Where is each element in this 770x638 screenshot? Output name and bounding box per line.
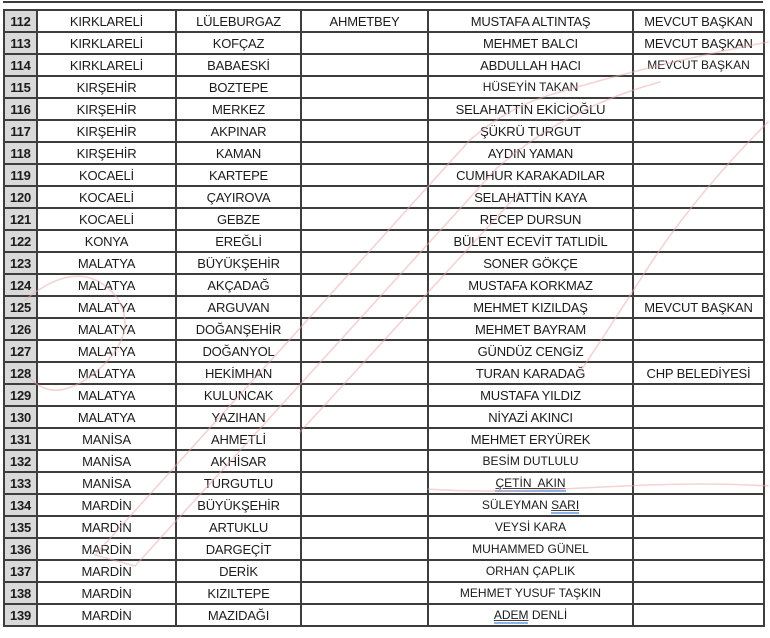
town-cell — [301, 604, 428, 626]
table-row — [4, 472, 764, 494]
table-row — [4, 54, 764, 76]
district-cell: DERİK — [176, 560, 301, 582]
candidate-name: TURAN KARADAĞ — [475, 365, 586, 381]
status-cell — [633, 450, 764, 472]
district-cell: ARTUKLU — [176, 516, 301, 538]
candidates-table-body — [4, 10, 764, 626]
row-number-cell: 135 — [4, 516, 37, 538]
row-number-cell: 125 — [4, 296, 37, 318]
table-row — [4, 450, 764, 472]
table-row — [4, 10, 764, 32]
row-number-cell: 121 — [4, 208, 37, 230]
candidate-cell — [428, 538, 633, 560]
candidate-name: MEHMET BAYRAM — [474, 321, 587, 337]
status-cell — [633, 560, 764, 582]
status-cell — [633, 340, 764, 362]
previous-row-border — [3, 1, 763, 3]
status-cell — [633, 208, 764, 230]
district-cell: AKHİSAR — [176, 450, 301, 472]
province-cell: KIRKLARELİ — [37, 54, 176, 76]
candidate-name: ABDULLAH HACI — [480, 57, 581, 73]
candidate-cell — [428, 230, 633, 252]
district-cell: BABAESKİ — [176, 54, 301, 76]
table-row — [4, 120, 764, 142]
row-number-cell: 134 — [4, 494, 37, 516]
candidate-name: MEHMET KIZILDAŞ — [473, 299, 588, 315]
table-row — [4, 230, 764, 252]
province-cell: MALATYA — [37, 274, 176, 296]
province-cell: KIRKLARELİ — [37, 10, 176, 32]
candidate-name: NİYAZİ AKINCI — [488, 409, 573, 425]
status-cell — [633, 98, 764, 120]
district-cell: DARGEÇİT — [176, 538, 301, 560]
table-row — [4, 208, 764, 230]
district-cell: MERKEZ — [176, 98, 301, 120]
status-cell — [633, 142, 764, 164]
province-cell: MARDİN — [37, 604, 176, 626]
status-cell — [633, 230, 764, 252]
town-cell — [301, 318, 428, 340]
province-cell: KIRŞEHİR — [37, 98, 176, 120]
district-cell: AHMETLİ — [176, 428, 301, 450]
candidate-cell — [428, 274, 633, 296]
candidate-name: HÜSEYİN TAKAN — [482, 80, 579, 94]
town-cell — [301, 32, 428, 54]
candidate-name-spellcheck: ÇETİN AKIN — [495, 476, 566, 490]
district-cell: EREĞLİ — [176, 230, 301, 252]
province-cell: MANİSA — [37, 472, 176, 494]
candidate-cell — [428, 340, 633, 362]
province-cell: KOCAELİ — [37, 208, 176, 230]
row-number-cell: 120 — [4, 186, 37, 208]
district-cell: BOZTEPE — [176, 76, 301, 98]
province-cell: MALATYA — [37, 252, 176, 274]
district-cell: HEKİMHAN — [176, 362, 301, 384]
status-cell — [633, 186, 764, 208]
candidate-name: SONER GÖKÇE — [483, 255, 578, 271]
status-cell — [633, 516, 764, 538]
candidate-name: ŞÜKRÜ TURGUT — [480, 123, 581, 139]
town-cell — [301, 208, 428, 230]
candidate-cell — [428, 98, 633, 120]
town-cell — [301, 516, 428, 538]
candidate-name: BÜLENT ECEVİT TATLIDİL — [453, 233, 608, 249]
town-cell — [301, 428, 428, 450]
province-cell: KOCAELİ — [37, 186, 176, 208]
candidate-cell — [428, 362, 633, 384]
table-row — [4, 604, 764, 626]
candidate-name: MUSTAFA YILDIZ — [480, 387, 581, 403]
candidate-cell — [428, 142, 633, 164]
district-cell: YAZIHAN — [176, 406, 301, 428]
candidate-name: MUHAMMED GÜNEL — [472, 542, 589, 556]
row-number-cell: 129 — [4, 384, 37, 406]
row-number-cell: 133 — [4, 472, 37, 494]
table-row — [4, 76, 764, 98]
status-cell — [633, 472, 764, 494]
status-cell: MEVCUT BAŞKAN — [633, 10, 764, 32]
status-cell — [633, 384, 764, 406]
status-cell — [633, 76, 764, 98]
province-cell: KIRŞEHİR — [37, 76, 176, 98]
candidate-cell — [428, 252, 633, 274]
district-cell: DOĞANŞEHİR — [176, 318, 301, 340]
row-number-cell: 124 — [4, 274, 37, 296]
town-cell — [301, 494, 428, 516]
candidate-name: MUSTAFA KORKMAZ — [468, 277, 593, 293]
candidate-name: MUSTAFA ALTINTAŞ — [470, 13, 591, 29]
candidate-cell — [428, 472, 633, 494]
table-row — [4, 186, 764, 208]
town-cell — [301, 76, 428, 98]
table-row — [4, 428, 764, 450]
candidate-name-spellcheck: SARI — [551, 498, 580, 512]
town-cell — [301, 582, 428, 604]
row-number-cell: 117 — [4, 120, 37, 142]
candidate-cell — [428, 516, 633, 538]
status-cell — [633, 274, 764, 296]
table-row — [4, 582, 764, 604]
table-row — [4, 252, 764, 274]
province-cell: KIRŞEHİR — [37, 120, 176, 142]
town-cell — [301, 450, 428, 472]
province-cell: MALATYA — [37, 384, 176, 406]
town-cell — [301, 362, 428, 384]
table-row — [4, 538, 764, 560]
row-number-cell: 132 — [4, 450, 37, 472]
row-number-cell: 115 — [4, 76, 37, 98]
town-cell — [301, 296, 428, 318]
table-row — [4, 98, 764, 120]
province-cell: MALATYA — [37, 318, 176, 340]
province-cell: MANİSA — [37, 428, 176, 450]
candidate-name: VEYSİ KARA — [494, 520, 567, 534]
candidate-cell — [428, 76, 633, 98]
district-cell: GEBZE — [176, 208, 301, 230]
province-cell: MALATYA — [37, 340, 176, 362]
town-cell — [301, 274, 428, 296]
district-cell: KIZILTEPE — [176, 582, 301, 604]
table-row — [4, 32, 764, 54]
province-cell: MARDİN — [37, 494, 176, 516]
province-cell: KIRŞEHİR — [37, 142, 176, 164]
row-number-cell: 123 — [4, 252, 37, 274]
district-cell: KULUNCAK — [176, 384, 301, 406]
candidate-name: SELAHATTİN KAYA — [474, 189, 587, 205]
province-cell: MALATYA — [37, 362, 176, 384]
status-cell — [633, 604, 764, 626]
province-cell: MALATYA — [37, 406, 176, 428]
town-cell — [301, 164, 428, 186]
candidate-name: MEHMET YUSUF TAŞKIN — [459, 586, 602, 600]
candidate-name: GÜNDÜZ CENGİZ — [477, 343, 584, 359]
candidate-cell — [428, 120, 633, 142]
province-cell: MALATYA — [37, 296, 176, 318]
town-cell — [301, 186, 428, 208]
row-number-cell: 112 — [4, 10, 37, 32]
town-cell — [301, 340, 428, 362]
table-row — [4, 296, 764, 318]
candidate-cell — [428, 560, 633, 582]
table-row — [4, 384, 764, 406]
candidates-table — [3, 9, 765, 627]
district-cell: LÜLEBURGAZ — [176, 10, 301, 32]
district-cell: KARTEPE — [176, 164, 301, 186]
status-cell: CHP BELEDİYESİ — [633, 362, 764, 384]
town-cell — [301, 120, 428, 142]
row-number-cell: 137 — [4, 560, 37, 582]
table-row — [4, 516, 764, 538]
candidate-cell — [428, 494, 633, 516]
row-number-cell: 114 — [4, 54, 37, 76]
candidate-name: DENLİ — [528, 608, 568, 622]
table-row — [4, 362, 764, 384]
town-cell — [301, 54, 428, 76]
candidate-name: BESİM DUTLULU — [482, 454, 579, 468]
candidate-cell — [428, 32, 633, 54]
status-cell — [633, 428, 764, 450]
district-cell: TURGUTLU — [176, 472, 301, 494]
row-number-cell: 126 — [4, 318, 37, 340]
row-number-cell: 138 — [4, 582, 37, 604]
candidate-cell — [428, 10, 633, 32]
province-cell: MARDİN — [37, 560, 176, 582]
province-cell: KIRKLARELİ — [37, 32, 176, 54]
candidate-cell — [428, 54, 633, 76]
district-cell: BÜYÜKŞEHİR — [176, 252, 301, 274]
district-cell: KOFÇAZ — [176, 32, 301, 54]
district-cell: ÇAYIROVA — [176, 186, 301, 208]
candidate-name: MEHMET ERYÜREK — [470, 431, 591, 447]
candidate-cell — [428, 296, 633, 318]
town-cell — [301, 230, 428, 252]
candidate-name: ORHAN ÇAPLIK — [485, 564, 576, 578]
town-cell — [301, 538, 428, 560]
status-cell — [633, 538, 764, 560]
row-number-cell: 139 — [4, 604, 37, 626]
status-cell — [633, 494, 764, 516]
status-cell: MEVCUT BAŞKAN — [633, 54, 764, 76]
province-cell: MANİSA — [37, 450, 176, 472]
candidate-cell — [428, 384, 633, 406]
candidate-cell — [428, 318, 633, 340]
table-row — [4, 560, 764, 582]
town-cell — [301, 406, 428, 428]
town-cell — [301, 472, 428, 494]
candidate-cell — [428, 450, 633, 472]
town-cell — [301, 98, 428, 120]
district-cell: AKPINAR — [176, 120, 301, 142]
candidate-name: SELAHATTİN EKİCİOĞLU — [455, 101, 606, 117]
row-number-cell: 118 — [4, 142, 37, 164]
row-number-cell: 136 — [4, 538, 37, 560]
row-number-cell: 122 — [4, 230, 37, 252]
candidate-cell — [428, 428, 633, 450]
district-cell: KAMAN — [176, 142, 301, 164]
province-cell: MARDİN — [37, 538, 176, 560]
district-cell: ARGUVAN — [176, 296, 301, 318]
candidate-name: CUMHUR KARAKADILAR — [456, 167, 605, 183]
candidate-cell — [428, 582, 633, 604]
province-cell: MARDİN — [37, 516, 176, 538]
table-row — [4, 142, 764, 164]
candidate-cell — [428, 208, 633, 230]
row-number-cell: 119 — [4, 164, 37, 186]
row-number-cell: 127 — [4, 340, 37, 362]
row-number-cell: 116 — [4, 98, 37, 120]
district-cell: BÜYÜKŞEHİR — [176, 494, 301, 516]
province-cell: KOCAELİ — [37, 164, 176, 186]
province-cell: MARDİN — [37, 582, 176, 604]
status-cell — [633, 164, 764, 186]
status-cell — [633, 252, 764, 274]
table-row — [4, 318, 764, 340]
candidate-cell — [428, 186, 633, 208]
row-number-cell: 113 — [4, 32, 37, 54]
status-cell — [633, 406, 764, 428]
table-row — [4, 274, 764, 296]
town-cell — [301, 384, 428, 406]
town-cell — [301, 560, 428, 582]
district-cell: DOĞANYOL — [176, 340, 301, 362]
town-cell — [301, 252, 428, 274]
table-row — [4, 340, 764, 362]
table-row — [4, 494, 764, 516]
candidate-name: MEHMET BALCI — [483, 35, 578, 51]
status-cell — [633, 120, 764, 142]
district-cell: AKÇADAĞ — [176, 274, 301, 296]
district-cell: MAZIDAĞI — [176, 604, 301, 626]
town-cell — [301, 142, 428, 164]
table-row — [4, 406, 764, 428]
table-row — [4, 164, 764, 186]
candidate-name: SÜLEYMAN — [481, 498, 552, 512]
town-cell: AHMETBEY — [301, 10, 428, 32]
candidate-name: RECEP DURSUN — [479, 211, 582, 227]
status-cell — [633, 582, 764, 604]
candidate-cell — [428, 406, 633, 428]
province-cell: KONYA — [37, 230, 176, 252]
status-cell: MEVCUT BAŞKAN — [633, 32, 764, 54]
candidate-name-spellcheck: ADEM — [493, 608, 529, 622]
row-number-cell: 130 — [4, 406, 37, 428]
candidate-cell — [428, 164, 633, 186]
row-number-cell: 131 — [4, 428, 37, 450]
status-cell — [633, 318, 764, 340]
candidate-cell — [428, 604, 633, 626]
row-number-cell: 128 — [4, 362, 37, 384]
candidate-name: AYDIN YAMAN — [487, 145, 574, 161]
status-cell: MEVCUT BAŞKAN — [633, 296, 764, 318]
